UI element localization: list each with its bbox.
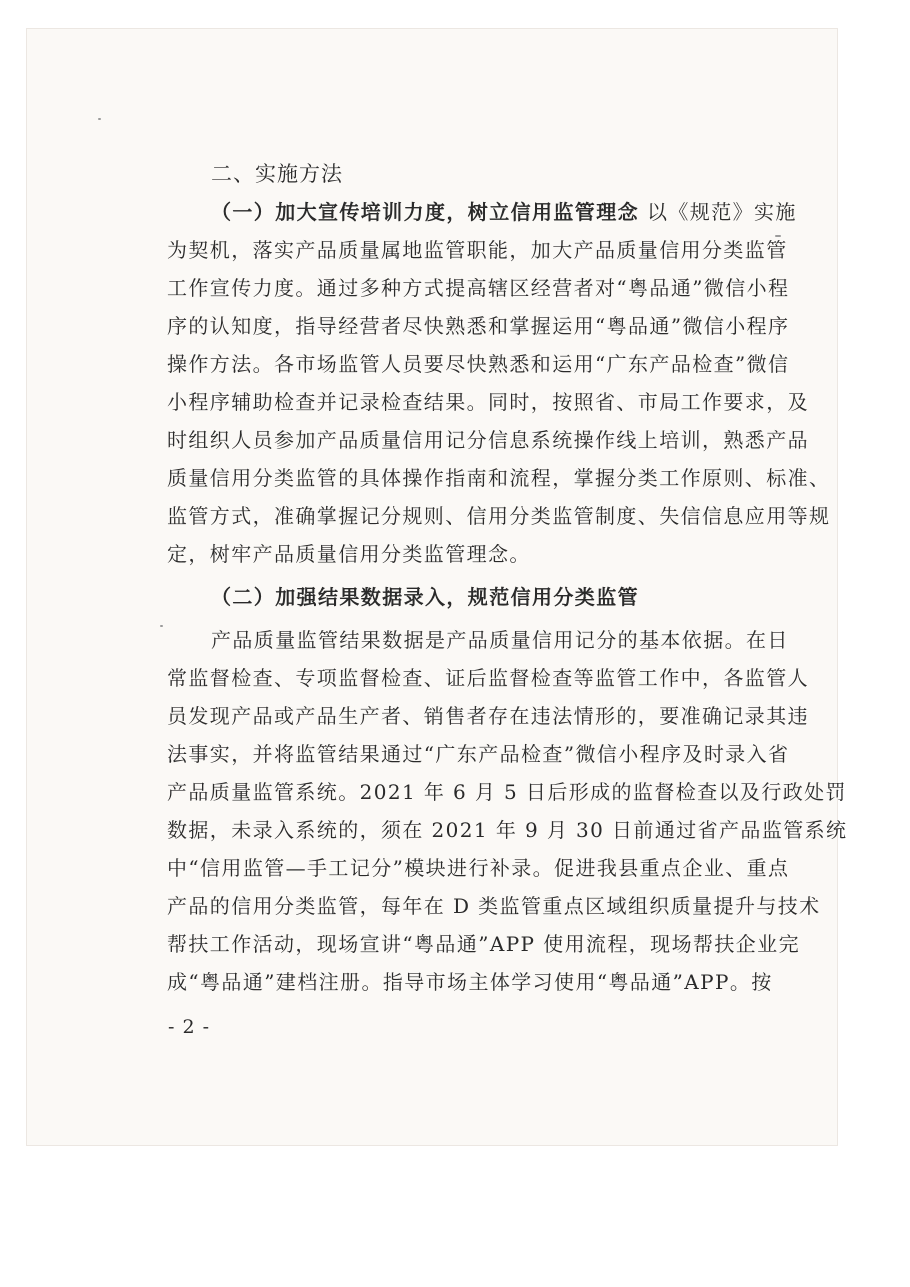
paragraph-line: 时组织人员参加产品质量信用记分信息系统操作线上培训，熟悉产品 (167, 428, 809, 452)
scan-speck (775, 235, 781, 237)
scan-speck (98, 118, 101, 120)
section-heading: 二、实施方法 (211, 162, 343, 186)
paragraph-line: 定，树牢产品质量信用分类监管理念。 (167, 542, 531, 566)
paragraph-line: 帮扶工作活动，现场宣讲“粤品通”APP 使用流程，现场帮扶企业完 (167, 932, 800, 956)
scan-speck (160, 625, 163, 627)
paragraph-line: 小程序辅助检查并记录检查结果。同时，按照省、市局工作要求，及 (167, 390, 809, 414)
paragraph-line: 工作宣传力度。通过多种方式提高辖区经营者对“粤品通”微信小程 (167, 276, 790, 300)
subsection-heading: （一）加大宣传培训力度，树立信用监管理念 (211, 200, 639, 224)
paragraph-line: 质量信用分类监管的具体操作指南和流程，掌握分类工作原则、标准、 (167, 466, 831, 490)
paragraph-line: 操作方法。各市场监管人员要尽快熟悉和运用“广东产品检查”微信 (167, 352, 790, 376)
paragraph-text: 以《规范》实施 (647, 200, 797, 224)
document-page (26, 28, 848, 1146)
paragraph-line: 为契机，落实产品质量属地监管职能，加大产品质量信用分类监管 (167, 238, 788, 262)
paragraph-line: 产品质量监管结果数据是产品质量信用记分的基本依据。在日 (211, 628, 789, 652)
paragraph-line: 常监督检查、专项监督检查、证后监督检查等监管工作中，各监管人 (167, 666, 809, 690)
subsection-heading: （二）加强结果数据录入，规范信用分类监管 (211, 585, 639, 609)
paragraph-line (211, 198, 797, 226)
paragraph-line: 法事实，并将监管结果通过“广东产品检查”微信小程序及时录入省 (167, 742, 790, 766)
paragraph-line: 中“信用监管—手工记分”模块进行补录。促进我县重点企业、重点 (167, 856, 790, 880)
paragraph-line: 序的认知度，指导经营者尽快熟悉和掌握运用“粤品通”微信小程序 (167, 314, 790, 338)
paragraph-line: 产品的信用分类监管，每年在 D 类监管重点区域组织质量提升与技术 (167, 894, 821, 918)
page-number: - 2 - (168, 1016, 211, 1038)
paragraph-line: 监管方式，准确掌握记分规则、信用分类监管制度、失信信息应用等规 (167, 504, 831, 528)
paragraph-line: 数据，未录入系统的，须在 2021 年 9 月 30 日前通过省产品监管系统 (167, 818, 848, 842)
paragraph-line: 成“粤品通”建档注册。指导市场主体学习使用“粤品通”APP。按 (167, 970, 773, 994)
paragraph-line: 产品质量监管系统。2021 年 6 月 5 日后形成的监督检查以及行政处罚 (167, 780, 847, 804)
paragraph-line: 员发现产品或产品生产者、销售者存在违法情形的，要准确记录其违 (167, 704, 809, 728)
